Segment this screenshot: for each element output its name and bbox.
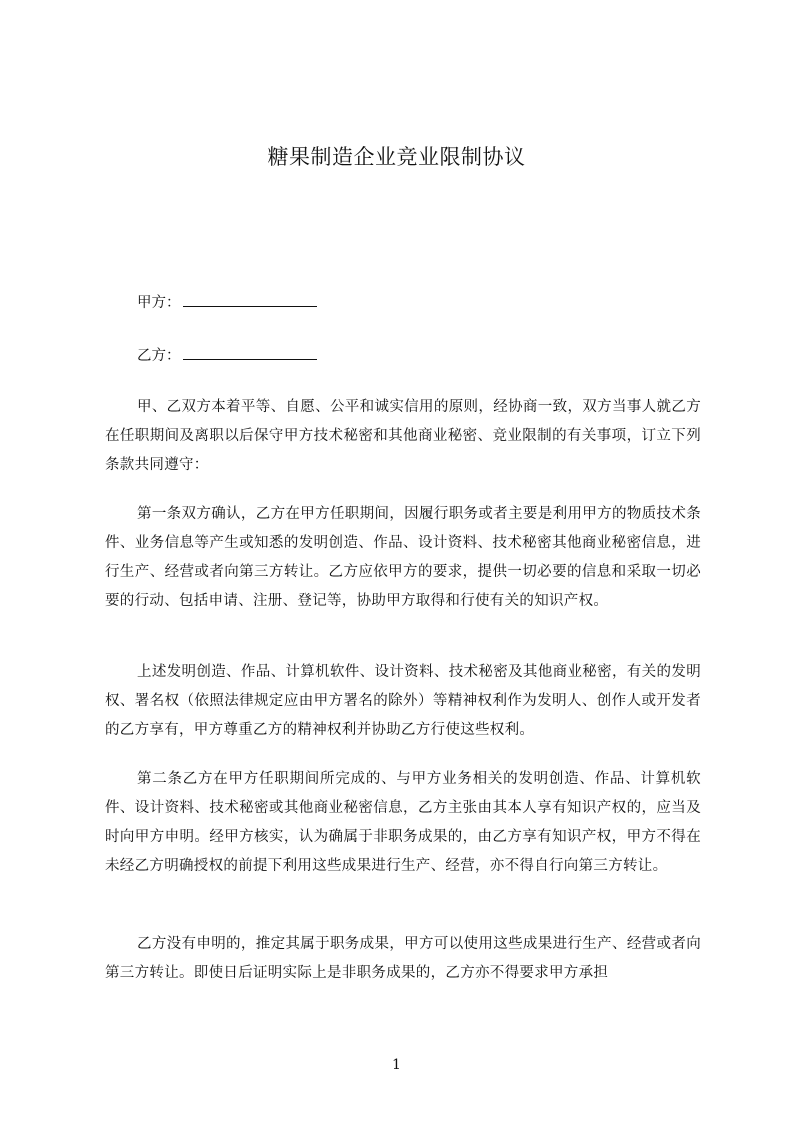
party-a-label: 甲方：	[137, 295, 181, 311]
party-a-field	[137, 292, 317, 313]
document-title: 糖果制造企业竞业限制协议	[267, 145, 526, 169]
moral-rights-paragraph: 上述发明创造、作品、计算机软件、设计资料、技术秘密及其他商业秘密，有关的发明权、署名权（依照法律规定应由甲方署名的除外）等精神权利作为发明人、创作人或开发者的乙方享有，甲方尊重乙方的精神权利并协助乙方行使这些权利。	[105, 664, 701, 738]
undeclared-results-paragraph: 乙方没有申明的，推定其属于职务成果，甲方可以使用这些成果进行生产、经营或者向第三方转让。即使日后证明实际上是非职务成果的，乙方亦不得要求甲方承担	[105, 936, 701, 981]
article-2-paragraph: 第二条乙方在甲方任职期间所完成的、与甲方业务相关的发明创造、作品、计算机软件、设计资料、技术秘密或其他商业秘密信息，乙方主张由其本人享有知识产权的，应当及时向甲方申明。经甲方核实，认为确属于非职务成果的，由乙方享有知识产权，甲方不得在未经乙方明确授权的前提下利用这些成果进行生产、经营，亦不得自行向第三方转让。	[105, 771, 701, 874]
party-a-blank-line	[183, 292, 317, 307]
preamble-paragraph: 甲、乙双方本着平等、自愿、公平和诚实信用的原则，经协商一致，双方当事人就乙方在任职期间及离职以后保守甲方技术秘密和其他商业秘密、竞业限制的有关事项，订立下列条款共同遵守：	[105, 399, 701, 473]
page-number: 1	[392, 1057, 401, 1073]
party-b-field	[137, 345, 317, 366]
party-b-label: 乙方：	[137, 348, 181, 364]
article-1-paragraph: 第一条双方确认，乙方在甲方任职期间，因履行职务或者主要是利用甲方的物质技术条件、业务信息等产生或知悉的发明创造、作品、设计资料、技术秘密其他商业秘密信息，进行生产、经营或者向第三方转让。乙方应依甲方的要求，提供一切必要的信息和采取一切必要的行动、包括申请、注册、登记等，协助甲方取得和行使有关的知识产权。	[105, 506, 701, 609]
party-b-blank-line	[183, 345, 317, 360]
